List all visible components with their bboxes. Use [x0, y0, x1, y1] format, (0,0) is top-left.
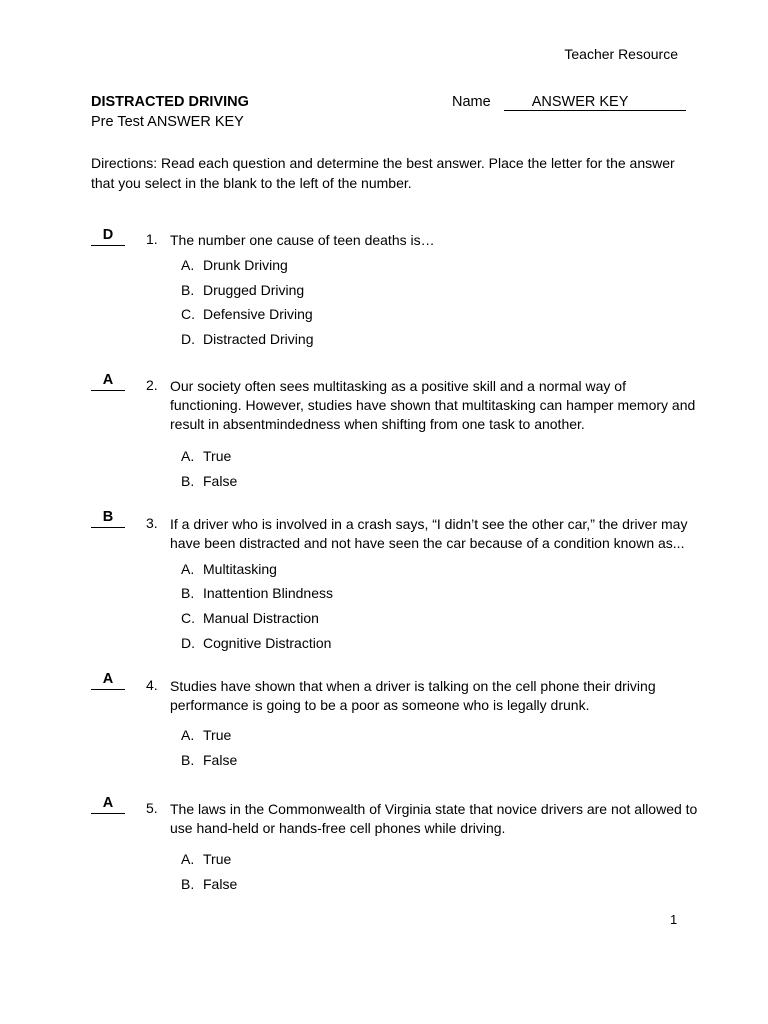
question-number-5: 5.	[146, 800, 158, 816]
question-number-4: 4.	[146, 677, 158, 693]
answer-blank-4: A	[91, 672, 125, 690]
option-text: Defensive Driving	[203, 306, 313, 322]
option-1b	[181, 281, 304, 299]
question-number-1: 1.	[146, 231, 158, 247]
name-label: Name	[452, 94, 491, 110]
option-3a	[181, 560, 277, 578]
option-4a	[181, 726, 231, 744]
option-text: Multitasking	[203, 561, 277, 577]
answer-blank-2: A	[91, 373, 125, 391]
answer-blank-5: A	[91, 796, 125, 814]
teacher-resource-label: Teacher Resource	[564, 46, 678, 62]
option-text: Drunk Driving	[203, 257, 288, 273]
option-letter: A.	[181, 448, 195, 464]
option-text: True	[203, 727, 232, 743]
question-number-2: 2.	[146, 377, 158, 393]
option-letter: A.	[181, 561, 195, 577]
option-text: False	[203, 876, 238, 892]
question-text-2: Our society often sees multitasking as a positive skill and a normal way of functioning. However, studies have shown that multitasking can hamper memory and result in absentmindedness when shifting from one task to another.	[170, 378, 696, 432]
question-text-1: The number one cause of teen deaths is…	[170, 232, 435, 248]
document-title: DISTRACTED DRIVING	[91, 94, 249, 110]
option-letter: C.	[181, 610, 195, 626]
answer-blank-3: B	[91, 510, 125, 528]
name-value: ANSWER KEY	[504, 95, 686, 111]
option-letter: D.	[181, 635, 195, 651]
document-subtitle: Pre Test ANSWER KEY	[91, 114, 244, 130]
option-text: True	[203, 448, 232, 464]
option-letter: B.	[181, 876, 195, 892]
option-text: False	[203, 752, 238, 768]
answer-blank-1: D	[91, 228, 125, 246]
option-text: Manual Distraction	[203, 610, 319, 626]
option-4b	[181, 751, 237, 769]
question-text-4: Studies have shown that when a driver is talking on the cell phone their driving performance is going to be a poor as someone who is legally drunk.	[170, 678, 656, 713]
option-text: Distracted Driving	[203, 331, 314, 347]
page-number: 1	[670, 912, 678, 927]
option-letter: B.	[181, 585, 195, 601]
option-letter: A.	[181, 727, 195, 743]
option-5a	[181, 850, 231, 868]
option-letter: B.	[181, 473, 195, 489]
option-text: Drugged Driving	[203, 282, 305, 298]
option-2b	[181, 472, 237, 490]
question-number-3: 3.	[146, 515, 158, 531]
option-letter: C.	[181, 306, 195, 322]
option-3d	[181, 634, 331, 652]
option-1c	[181, 305, 313, 323]
option-letter: B.	[181, 282, 195, 298]
option-1a	[181, 256, 288, 274]
option-1d	[181, 330, 313, 348]
option-letter: A.	[181, 851, 195, 867]
option-letter: B.	[181, 752, 195, 768]
option-5b	[181, 875, 237, 893]
option-letter: D.	[181, 331, 195, 347]
option-3c	[181, 609, 319, 627]
option-text: Inattention Blindness	[203, 585, 333, 601]
option-text: Cognitive Distraction	[203, 635, 332, 651]
option-letter: A.	[181, 257, 195, 273]
directions-text: Directions: Read each question and determine the best answer. Place the letter for the answer that you select in the blank to the left of the number.	[91, 155, 675, 191]
option-text: False	[203, 473, 238, 489]
question-text-5: The laws in the Commonwealth of Virginia state that novice drivers are not allowed to use hand-held or hands-free cell phones while driving.	[170, 801, 698, 836]
option-2a	[181, 447, 231, 465]
option-3b	[181, 584, 333, 602]
name-field	[452, 94, 686, 111]
option-text: True	[203, 851, 232, 867]
question-text-3: If a driver who is involved in a crash says, “I didn’t see the other car,” the driver may have been distracted and not have seen the car because of a condition known as...	[170, 516, 688, 551]
